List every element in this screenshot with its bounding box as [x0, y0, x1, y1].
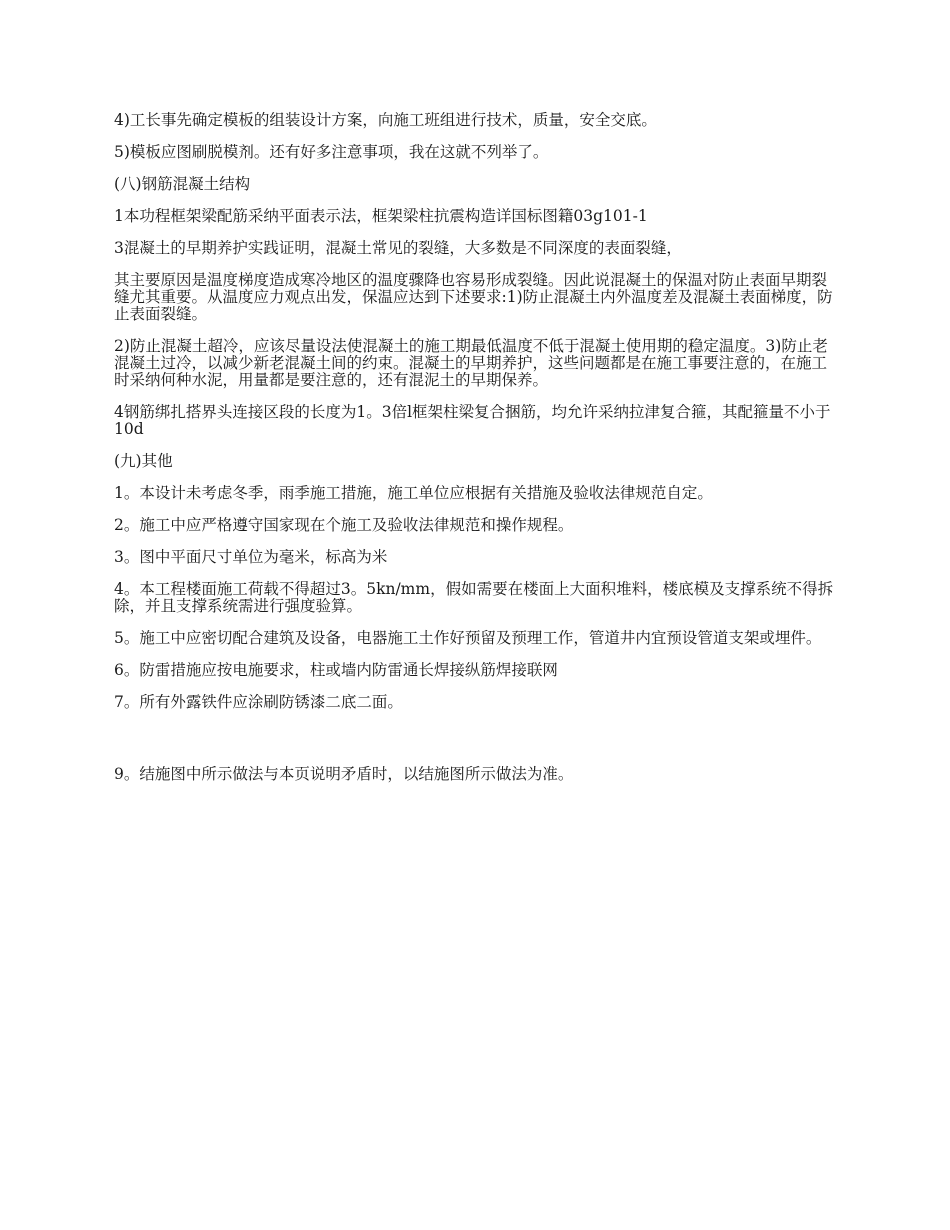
paragraph-temperature-gradient: 其主要原因是温度梯度造成寒冷地区的温度骤降也容易形成裂缝。因此说混凝土的保温对防止表面早期裂缝尤其重要。从温度应力观点出发，保温应达到下述要求:1)防止混凝土内外温度差及混凝土表面梯度，防止表面裂缝。 [114, 271, 833, 323]
list-item-4: 4。本工程楼面施工荷载不得超过3。5kn/mm，假如需要在楼面上大面积堆料，楼底模及支撑系统不得拆除，并且支撑系统需进行强度验算。 [114, 580, 834, 615]
section-heading-reinforced-concrete: (八)钢筋混凝土结构 [114, 175, 251, 193]
paragraph-rebar-lap: 4钢筋绑扎搭界头连接区段的长度为1。3倍l框架柱梁复合捆筋，均允许采纳拉津复合箍，其配箍量不小于10d [114, 403, 831, 438]
list-item-7: 7。所有外露铁件应涂刷防锈漆二底二面。 [114, 693, 403, 711]
paragraph-beam-reinforcement: 1本功程框架梁配筋采纳平面表示法，框架梁柱抗震构造详国标图籍03g101-1 [114, 207, 648, 225]
paragraph-release-agent: 5)模板应图刷脱模剂。还有好多注意事项，我在这就不列举了。 [114, 143, 549, 161]
list-item-2: 2。施工中应严格遵守国家现在个施工及验收法律规范和操作规程。 [114, 516, 574, 534]
list-item-9: 9。结施图中所示做法与本页说明矛盾时，以结施图所示做法为准。 [114, 765, 574, 783]
list-item-6: 6。防雷措施应按电施要求，柱或墙内防雷通长焊接纵筋焊接联网 [114, 661, 558, 679]
paragraph-early-curing: 3混凝土的早期养护实践证明，混凝土常见的裂缝，大多数是不同深度的表面裂缝， [114, 239, 682, 257]
list-item-3: 3。图中平面尺寸单位为毫米，标高为米 [114, 548, 388, 566]
list-item-1: 1。本设计未考虑冬季，雨季施工措施，施工单位应根据有关措施及验收法律规范自定。 [114, 484, 713, 502]
blank-gap [114, 726, 840, 766]
paragraph-supercooling: 2)防止混凝土超冷，应该尽量设法使混凝土的施工期最低温度不低于混凝土使用期的稳定温度。3)防止老混凝土过冷，以减少新老混凝土间的约束。混凝土的早期养护，这些问题都是在施工事要注意的，在施工时采纳何种水泥，用量都是要注意的，还有混泥土的早期保养。 [114, 337, 828, 389]
document-body [114, 112, 840, 798]
list-item-5: 5。施工中应密切配合建筑及设备，电器施工土作好预留及预理工作，管道井内宜预设管道支架或埋件。 [114, 629, 822, 647]
paragraph-formwork-assembly: 4)工长事先确定模板的组装设计方案，向施工班组进行技术，质量，安全交底。 [114, 111, 657, 129]
section-heading-other: (九)其他 [114, 452, 173, 470]
